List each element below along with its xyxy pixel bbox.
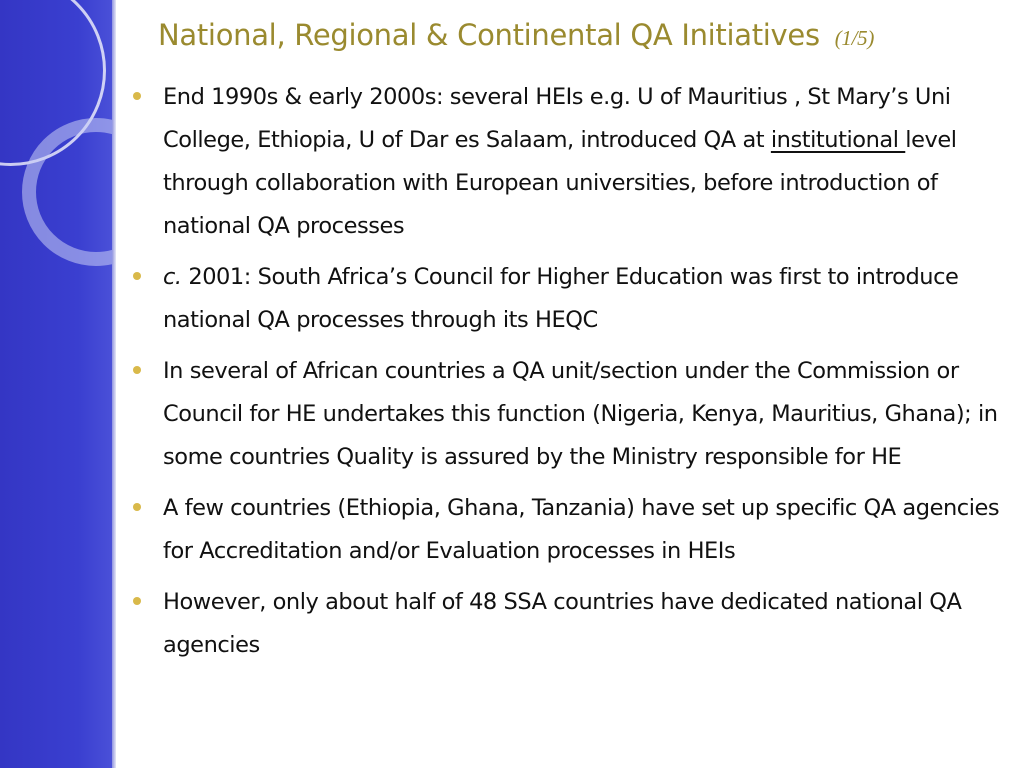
bullet-text-part: level through collaboration with European universities, before introduction of national QA processes [163,127,957,239]
bullet-text: However, only about half of 48 SSA countries have dedicated national QA agencies [163,589,962,658]
slide-title-text: National, Regional & Continental QA Initiatives [158,18,820,52]
bullet-dot-icon [133,92,141,100]
side-band-edge [112,0,116,768]
bullet-text: A few countries (Ethiopia, Ghana, Tanzania) have set up specific QA agencies for Accreditation and/or Evaluation processes in HEIs [163,495,1000,564]
bullet-item [132,256,1017,342]
bullet-item [132,581,1017,667]
underlined-term: institutional [770,127,906,153]
bullet-dot-icon [133,597,141,605]
bullet-item [132,350,1017,479]
bullet-dot-icon [133,366,141,374]
bullet-text: 2001: South Africa’s Council for Higher Education was first to introduce national QA processes through its HEQC [163,264,959,333]
bullet-text: In several of African countries a QA unit/section under the Commission or Council for HE undertakes this function (Nigeria, Kenya, Mauritius, Ghana); in some countries Quality is assured by the Ministry responsible for HE [163,358,998,470]
bullet-item [132,487,1017,573]
slide-title [158,18,1008,52]
bullet-text-part: End 1990s & early 2000s: several HEIs e.g. U of Mauritius , St Mary’s Uni College, Ethiopia, U of Dar es Salaam, introduced QA at [163,84,951,153]
side-decoration-band [0,0,112,768]
circa-abbrev: c. [163,264,182,290]
bullet-item [132,76,1017,248]
slide-page-tag: (1/5) [834,26,875,50]
bullet-list [132,76,1017,675]
bullet-dot-icon [133,272,141,280]
bullet-dot-icon [133,503,141,511]
